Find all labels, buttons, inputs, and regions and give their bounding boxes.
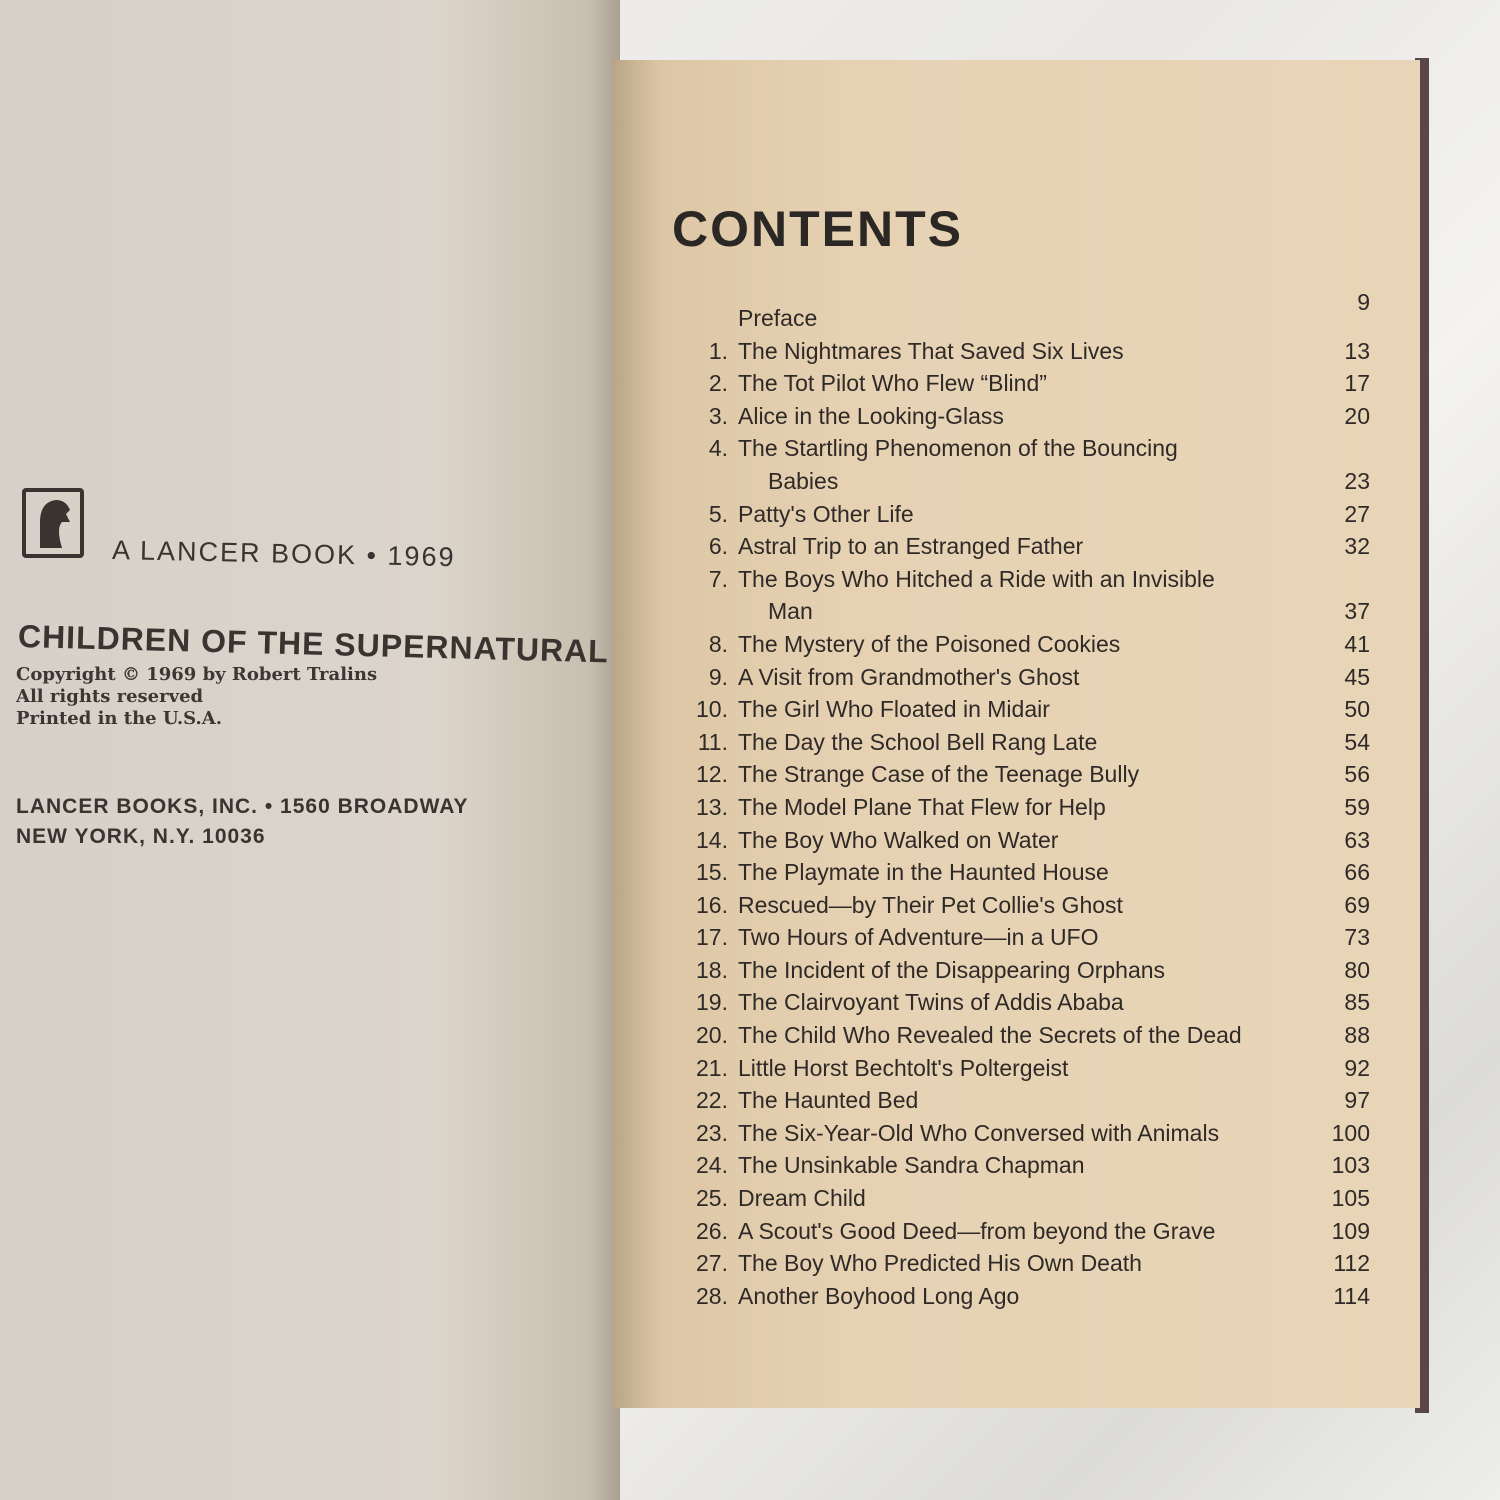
chapter-number: 20. xyxy=(696,1022,728,1049)
toc-entry xyxy=(680,1247,1370,1280)
chapter-title: Little Horst Bechtolt's Poltergeist xyxy=(738,1054,1069,1081)
toc-entry xyxy=(680,1052,1370,1085)
page-number: 13 xyxy=(1344,337,1370,364)
chapter-title: The Day the School Bell Rang Late xyxy=(738,728,1098,755)
chapter-number: 6. xyxy=(708,533,728,560)
toc-entry xyxy=(680,661,1370,694)
page-number: 97 xyxy=(1344,1087,1370,1114)
chapter-title: Two Hours of Adventure—in a UFO xyxy=(738,924,1099,951)
chapter-title: Rescued—by Their Pet Collie's Ghost xyxy=(738,891,1123,918)
chapter-number: 4. xyxy=(708,435,728,462)
chapter-title-block xyxy=(738,1019,1298,1052)
page-number: 9 xyxy=(1357,289,1370,315)
chapter-number: 9. xyxy=(708,663,728,690)
toc-entry xyxy=(680,824,1370,857)
toc-entry xyxy=(680,563,1370,628)
toc-entry xyxy=(680,921,1370,954)
copyright-line: Copyright © 1969 by Robert Tralins xyxy=(16,664,378,685)
chapter-title-block xyxy=(738,824,1298,857)
chapter-title: The Boys Who Hitched a Ride with an Invisible xyxy=(738,565,1215,592)
chapter-number: 14. xyxy=(696,826,728,853)
toc-entry xyxy=(680,889,1370,922)
chapter-title-block xyxy=(738,726,1298,759)
page-number: 105 xyxy=(1331,1185,1370,1212)
copyright-block xyxy=(16,664,377,730)
page-number: 103 xyxy=(1331,1152,1370,1179)
page-number: 45 xyxy=(1344,663,1370,690)
chapter-title: A Scout's Good Deed—from beyond the Grave xyxy=(738,1217,1216,1244)
toc-entry xyxy=(680,986,1370,1019)
chapter-title-block xyxy=(738,1149,1298,1182)
page-number: 114 xyxy=(1333,1282,1370,1309)
chapter-title: The Haunted Bed xyxy=(738,1087,919,1114)
toc-entry xyxy=(680,335,1370,368)
chapter-title: Another Boyhood Long Ago xyxy=(738,1282,1020,1309)
chapter-title-block xyxy=(738,498,1298,531)
chapter-title-block xyxy=(738,563,1298,628)
chapter-title-block xyxy=(738,661,1298,694)
chapter-number: 22. xyxy=(696,1087,728,1114)
chapter-number: 27. xyxy=(696,1250,728,1277)
chapter-number: 18. xyxy=(696,956,728,983)
chapter-title: Dream Child xyxy=(738,1185,866,1212)
chapter-number: 12. xyxy=(696,761,728,788)
chapter-number: 28. xyxy=(696,1282,728,1309)
toc-entry xyxy=(680,1117,1370,1150)
chapter-number: 5. xyxy=(708,500,728,527)
chapter-title-block xyxy=(738,1182,1298,1215)
chapter-number: 25. xyxy=(696,1185,728,1212)
chapter-title-block xyxy=(738,1084,1298,1117)
chapter-title-block xyxy=(738,758,1298,791)
toc-entry xyxy=(680,367,1370,400)
contents-heading: CONTENTS xyxy=(672,201,963,257)
chapter-title-block xyxy=(738,367,1298,400)
toc-entry xyxy=(680,758,1370,791)
chapter-title-block xyxy=(738,628,1298,661)
chapter-title-block xyxy=(738,954,1298,987)
chapter-title-block xyxy=(738,400,1298,433)
toc-entry xyxy=(680,856,1370,889)
page-number: 32 xyxy=(1344,533,1370,560)
page-number: 109 xyxy=(1331,1217,1370,1244)
chapter-title: The Mystery of the Poisoned Cookies xyxy=(738,630,1121,657)
chapter-number: 21. xyxy=(696,1054,728,1081)
chapter-number: 8. xyxy=(708,630,728,657)
chapter-title-block xyxy=(738,1280,1298,1313)
page-number: 92 xyxy=(1344,1054,1370,1081)
chapter-number: 7. xyxy=(708,565,728,592)
chapter-title: The Strange Case of the Teenage Bully xyxy=(738,761,1140,788)
page-number: 112 xyxy=(1333,1250,1370,1277)
chapter-title: The Boy Who Predicted His Own Death xyxy=(738,1250,1142,1277)
page-number: 27 xyxy=(1344,500,1370,527)
table-of-contents xyxy=(680,289,1370,1312)
chapter-title: The Unsinkable Sandra Chapman xyxy=(738,1152,1085,1179)
toc-entry xyxy=(680,1280,1370,1313)
chapter-title: The Incident of the Disappearing Orphans xyxy=(738,956,1166,983)
toc-entry xyxy=(680,1084,1370,1117)
chapter-title-block xyxy=(738,791,1298,824)
chapter-title-block xyxy=(738,1215,1298,1248)
chapter-title-block xyxy=(738,432,1298,497)
chapter-number: 11. xyxy=(697,728,728,755)
chapter-title: The Playmate in the Haunted House xyxy=(738,859,1109,886)
chapter-title: The Tot Pilot Who Flew “Blind” xyxy=(738,370,1047,397)
publisher-line: LANCER BOOKS, INC. • 1560 BROADWAY xyxy=(16,795,469,818)
chapter-number: 1. xyxy=(708,337,728,364)
imprint-line: A LANCER BOOK • 1969 xyxy=(111,535,456,573)
page-number: 59 xyxy=(1344,793,1370,820)
toc-entry xyxy=(680,1182,1370,1215)
chapter-title: Patty's Other Life xyxy=(738,500,914,527)
chapter-title-block xyxy=(738,1247,1298,1280)
chapter-title-block xyxy=(738,856,1298,889)
publisher-address xyxy=(16,792,468,852)
toc-entry xyxy=(680,726,1370,759)
page-number: 66 xyxy=(1344,859,1370,886)
page-number: 56 xyxy=(1344,761,1370,788)
chapter-title-block xyxy=(738,986,1298,1019)
chapter-number: 23. xyxy=(696,1119,728,1146)
printed-line: Printed in the U.S.A. xyxy=(16,708,223,729)
toc-entry xyxy=(680,432,1370,497)
toc-entry xyxy=(680,1019,1370,1052)
left-page xyxy=(0,0,620,1500)
chapter-title-block xyxy=(738,335,1298,368)
chapter-title: Preface xyxy=(738,305,818,331)
page-number: 50 xyxy=(1344,696,1370,723)
chapter-title: The Boy Who Walked on Water xyxy=(738,826,1059,853)
page-number: 88 xyxy=(1344,1022,1370,1049)
chapter-number: 3. xyxy=(708,402,728,429)
chapter-number: 19. xyxy=(696,989,728,1016)
toc-entry xyxy=(680,693,1370,726)
chapter-number: 16. xyxy=(696,891,728,918)
chapter-title: The Clairvoyant Twins of Addis Ababa xyxy=(738,989,1124,1016)
chapter-title: The Model Plane That Flew for Help xyxy=(738,793,1106,820)
chapter-title-block xyxy=(738,693,1298,726)
chapter-title: Alice in the Looking-Glass xyxy=(738,402,1004,429)
chapter-title: Astral Trip to an Estranged Father xyxy=(738,533,1084,560)
chapter-title-continued: Man xyxy=(768,598,813,625)
page-number: 20 xyxy=(1344,402,1370,429)
chapter-title-block xyxy=(738,921,1298,954)
page-number: 73 xyxy=(1344,924,1370,951)
chapter-title: The Six-Year-Old Who Conversed with Animals xyxy=(738,1119,1220,1146)
toc-entry xyxy=(680,1149,1370,1182)
chapter-number: 24. xyxy=(696,1152,728,1179)
chapter-number: 13. xyxy=(696,793,728,820)
chapter-title: The Nightmares That Saved Six Lives xyxy=(738,337,1124,364)
chapter-number: 17. xyxy=(696,924,728,951)
page-number: 17 xyxy=(1344,370,1370,397)
page-number: 63 xyxy=(1344,826,1370,853)
page-number: 85 xyxy=(1344,989,1370,1016)
chapter-number: 15. xyxy=(696,859,728,886)
toc-entry xyxy=(680,530,1370,563)
page-number: 54 xyxy=(1344,728,1370,755)
city-line: NEW YORK, N.Y. 10036 xyxy=(16,825,266,848)
chapter-title-block xyxy=(738,530,1298,563)
chapter-title: A Visit from Grandmother's Ghost xyxy=(738,663,1080,690)
page-number: 80 xyxy=(1344,956,1370,983)
toc-entry xyxy=(680,289,1370,335)
chapter-number: 2. xyxy=(708,370,728,397)
chapter-title: The Child Who Revealed the Secrets of the Dead xyxy=(738,1022,1242,1049)
page-number: 23 xyxy=(1344,467,1370,494)
chapter-title-continued: Babies xyxy=(768,467,839,494)
rights-line: All rights reserved xyxy=(16,686,204,707)
book-title: CHILDREN OF THE SUPERNATURAL xyxy=(17,618,610,670)
chapter-title-block xyxy=(738,302,1298,335)
page-number: 41 xyxy=(1344,630,1370,657)
toc-entry xyxy=(680,498,1370,531)
toc-entry xyxy=(680,954,1370,987)
toc-entry xyxy=(680,628,1370,661)
lancer-logo-icon xyxy=(22,488,84,558)
page-number: 37 xyxy=(1344,598,1370,625)
chapter-title-block xyxy=(738,1052,1298,1085)
chapter-number: 10. xyxy=(696,696,728,723)
page-number: 69 xyxy=(1344,891,1370,918)
chapter-title: The Girl Who Floated in Midair xyxy=(738,696,1050,723)
chapter-title-block xyxy=(738,1117,1298,1150)
page-number: 100 xyxy=(1331,1119,1370,1146)
toc-entry xyxy=(680,1215,1370,1248)
toc-entry xyxy=(680,400,1370,433)
toc-entry xyxy=(680,791,1370,824)
chapter-title: The Startling Phenomenon of the Bouncing xyxy=(738,435,1178,462)
chapter-title-block xyxy=(738,889,1298,922)
chapter-number: 26. xyxy=(696,1217,728,1244)
